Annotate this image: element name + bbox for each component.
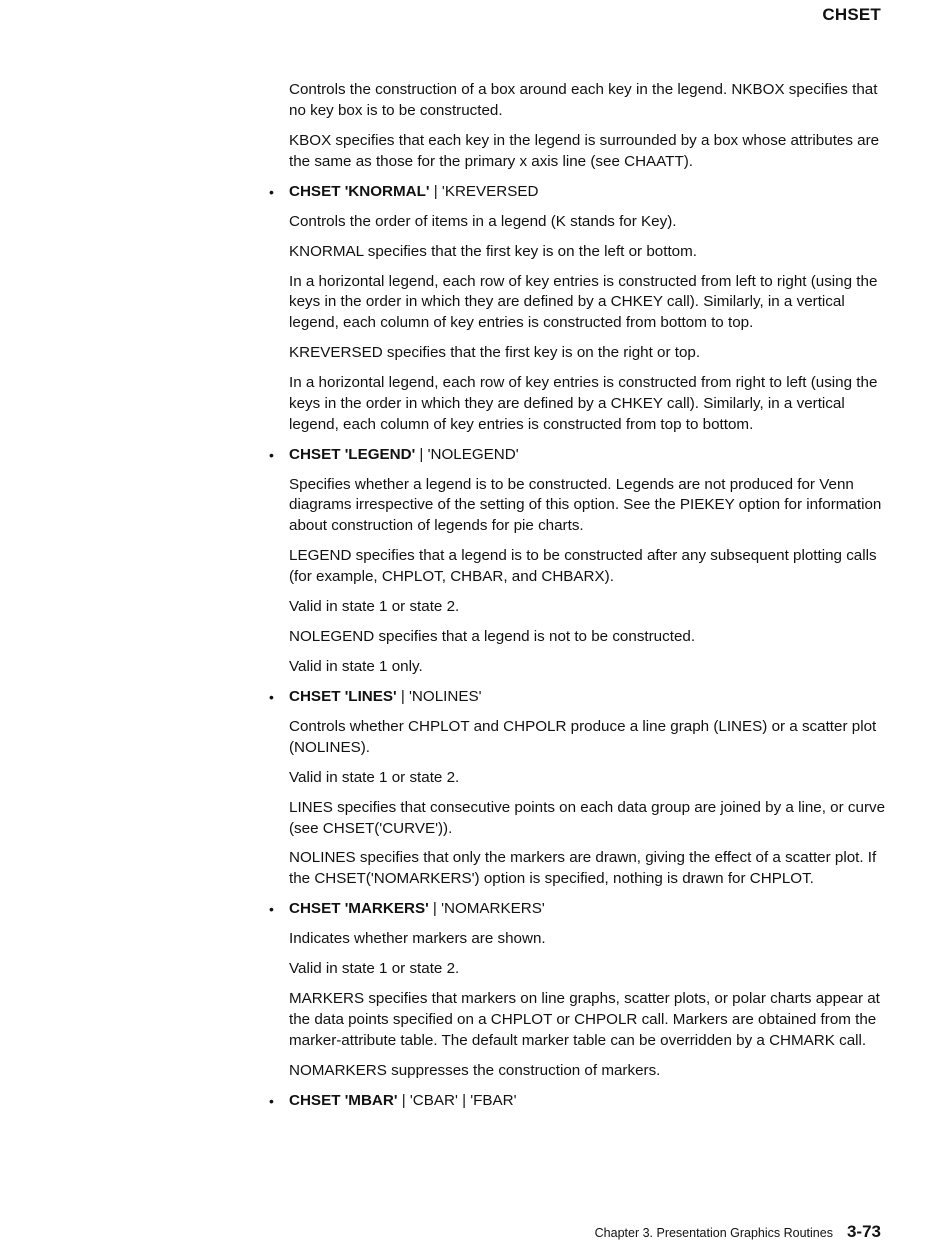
kbox-description: KBOX specifies that each key in the legend is surrounded by a box whose attributes are the same as those for the primary x axis line (see CHAATT).: [289, 131, 880, 170]
bullet-icon: •: [269, 183, 274, 200]
lines-paragraph-1: Controls whether CHPLOT and CHPOLR produce a line graph (LINES) or a scatter plot (NOLINES).: [289, 717, 877, 756]
option-markers-heading: [269, 899, 889, 920]
bullet-icon: •: [269, 688, 274, 705]
page-body: [269, 80, 889, 1121]
option-syntax-alternatives: | 'NOLEGEND': [415, 445, 519, 463]
markers-paragraph-4: NOMARKERS suppresses the construction of markers.: [289, 1061, 661, 1079]
option-syntax-keyword: CHSET 'MARKERS': [289, 900, 429, 918]
option-syntax-alternatives: | 'CBAR' | 'FBAR': [397, 1091, 517, 1109]
legend-paragraph-4: NOLEGEND specifies that a legend is not to be constructed.: [289, 627, 696, 645]
option-syntax-keyword: CHSET 'LINES': [289, 687, 397, 705]
option-syntax-alternatives: | 'KREVERSED: [429, 182, 539, 200]
lines-paragraph-2: Valid in state 1 or state 2.: [289, 768, 460, 786]
keybox-description: Controls the construction of a box around each key in the legend. NKBOX specifies that no key box is to be constructed.: [289, 81, 878, 119]
markers-paragraph-1: Indicates whether markers are shown.: [289, 930, 546, 948]
page-number: 3-73: [846, 1222, 881, 1241]
lines-paragraph-4: NOLINES specifies that only the markers are drawn, giving the effect of a scatter plot. If the CHSET('NOMARKERS') option is specified, nothing is drawn for CHPLOT.: [289, 849, 877, 888]
option-syntax-keyword: CHSET 'KNORMAL': [289, 182, 430, 200]
option-syntax-keyword: CHSET 'LEGEND': [289, 445, 416, 463]
legend-paragraph-5: Valid in state 1 only.: [289, 657, 423, 675]
option-knormal-heading: [269, 182, 889, 203]
running-header-title: CHSET: [822, 5, 881, 24]
knormal-paragraph-3: In a horizontal legend, each row of key entries is constructed from left to right (using the keys in the order in which they are defined by a CHKEY call). Similarly, in a vertical legend, each column of key entries is constructed from bottom to top.: [289, 272, 878, 332]
lines-paragraph-3: LINES specifies that consecutive points on each data group are joined by a line, or curve (see CHSET('CURVE')).: [289, 798, 886, 837]
option-lines-heading: [269, 687, 889, 708]
footer-chapter-title: Chapter 3. Presentation Graphics Routines: [594, 1226, 833, 1240]
knormal-paragraph-5: In a horizontal legend, each row of key entries is constructed from right to left (using the keys in the order in which they are defined by a CHKEY call). Similarly, in a vertical legend, each column of key entries is constructed from top to bottom.: [289, 374, 878, 433]
knormal-paragraph-1: Controls the order of items in a legend (K stands for Key).: [289, 212, 677, 230]
knormal-paragraph-2: KNORMAL specifies that the first key is on the left or bottom.: [289, 242, 697, 260]
option-syntax-keyword: CHSET 'MBAR': [289, 1091, 398, 1109]
bullet-icon: •: [269, 446, 274, 463]
markers-paragraph-3: MARKERS specifies that markers on line graphs, scatter plots, or polar charts appear at the data points specified on a CHPLOT or CHPOLR call. Markers are obtained from the marker-attribute table. The default marker table can be overridden by a CHMARK call.: [289, 990, 880, 1049]
option-syntax-alternatives: | 'NOLINES': [396, 687, 482, 705]
bullet-icon: •: [269, 901, 274, 918]
bullet-icon: •: [269, 1092, 274, 1109]
legend-paragraph-1: Specifies whether a legend is to be constructed. Legends are not produced for Venn diagrams irrespective of the setting of this option. See the PIEKEY option for information about construction of legends for pie charts.: [289, 475, 882, 535]
option-mbar-heading: [269, 1091, 889, 1112]
legend-paragraph-3: Valid in state 1 or state 2.: [289, 598, 460, 615]
option-legend-heading: [269, 445, 889, 466]
page-footer: [595, 1222, 881, 1242]
legend-paragraph-2: LEGEND specifies that a legend is to be constructed after any subsequent plotting calls (for example, CHPLOT, CHBAR, and CHBARX).: [289, 547, 877, 586]
markers-paragraph-2: Valid in state 1 or state 2.: [289, 960, 460, 978]
option-syntax-alternatives: | 'NOMARKERS': [428, 900, 545, 918]
knormal-paragraph-4: KREVERSED specifies that the first key is on the right or top.: [289, 344, 701, 362]
